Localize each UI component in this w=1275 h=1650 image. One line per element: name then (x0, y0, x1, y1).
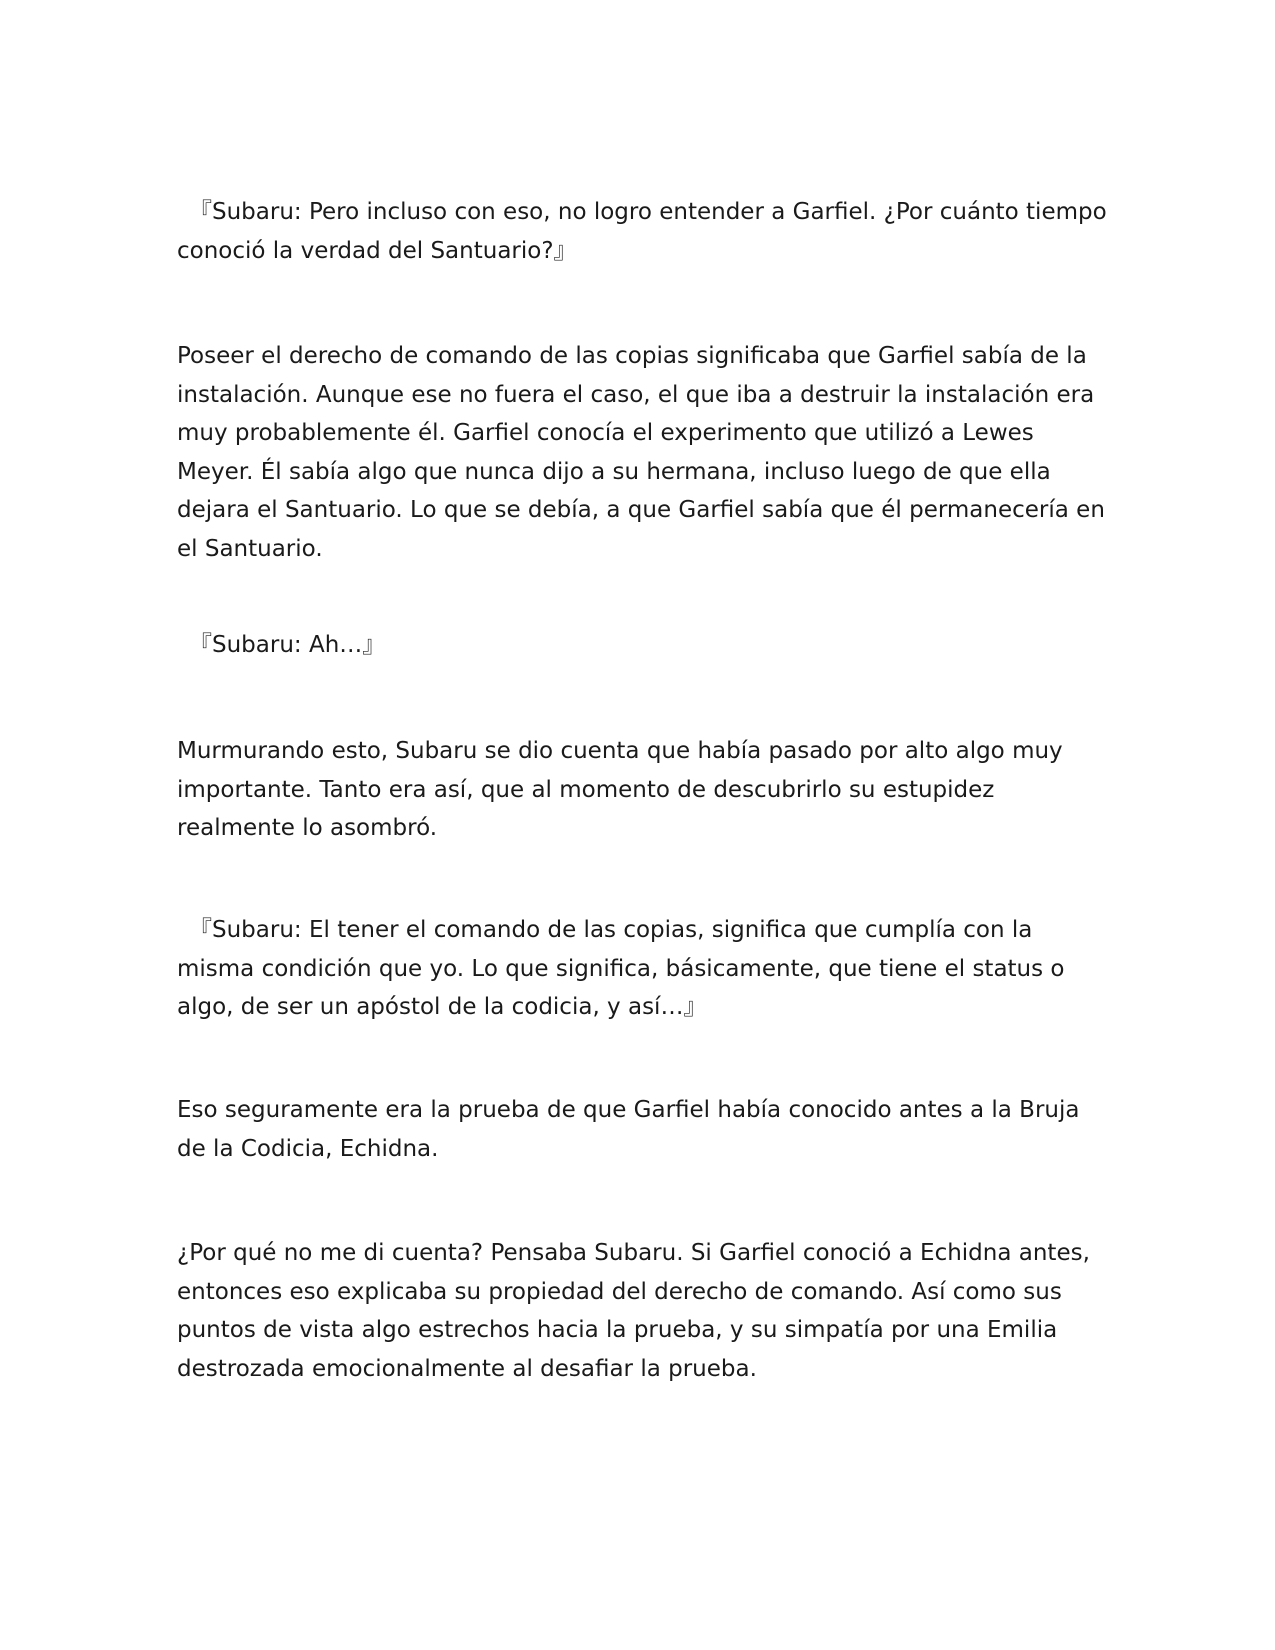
paragraph-narration-4: ¿Por qué no me di cuenta? Pensaba Subaru. Si Garfiel conoció a Echidna antes, entonces eso explicaba su propiedad del derecho de comando. Así como sus puntos de vista algo estrechos hacia la prueba, y su simpatía por una Emilia destrozada emocionalmente al desafiar la prueba. (177, 1240, 1098, 1382)
paragraph-dialogue-2: 『Subaru: Ah…』 (189, 632, 386, 658)
paragraph-dialogue-3: 『Subaru: El tener el comando de las copias, significa que cumplía con la misma condición que yo. Lo que significa, básicamente, que tiene el status o algo, de ser un apóstol de la codicia, y así…』 (177, 917, 1072, 1020)
paragraph-narration-3: Eso seguramente era la prueba de que Garfiel había conocido antes a la Bruja de la Codicia, Echidna. (177, 1097, 1087, 1162)
paragraph-narration-2: Murmurando esto, Subaru se dio cuenta que había pasado por alto algo muy importante. Tanto era así, que al momento de descubrirlo su estupidez realmente lo asombró. (177, 738, 1070, 841)
paragraph-narration-1: Poseer el derecho de comando de las copias significaba que Garfiel sabía de la instalación. Aunque ese no fuera el caso, el que iba a destruir la instalación era muy probablemente él. Garfiel conocía el experimento que utilizó a Lewes Meyer. Él sabía algo que nunca dijo a su hermana, incluso luego de que ella dejara el Santuario. Lo que se debía, a que Garfiel sabía que él permanecería en el Santuario. (177, 343, 1113, 562)
paragraph-dialogue-1: 『Subaru: Pero incluso con eso, no logro entender a Garfiel. ¿Por cuánto tiempo conoció la verdad del Santuario?』 (177, 199, 1114, 264)
